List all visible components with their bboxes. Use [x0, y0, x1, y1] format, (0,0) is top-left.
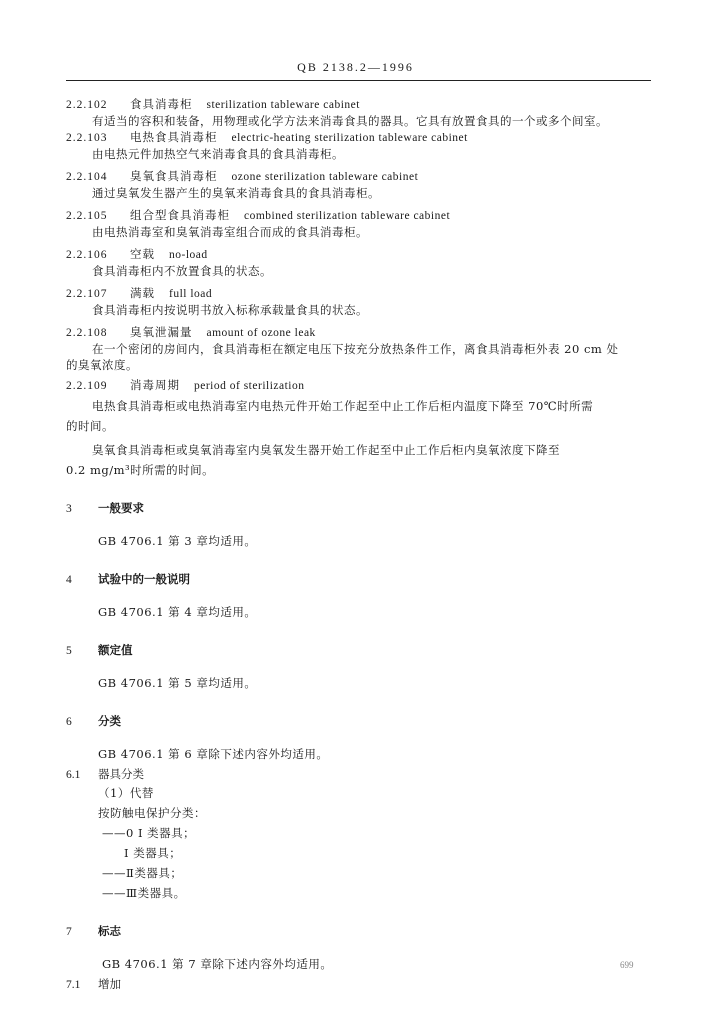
definition-2-2-108	[66, 324, 656, 341]
term-zh: 臭氧泄漏量	[130, 325, 193, 339]
definition-text: 由电热元件加热空气来消毒食具的食具消毒柜。	[92, 147, 344, 161]
subsection-title: 器具分类	[98, 767, 144, 781]
subsection-number: 7.1	[66, 979, 81, 991]
term-zh: 组合型食具消毒柜	[130, 208, 230, 222]
definition-text: 臭氧食具消毒柜或臭氧消毒室内臭氧发生器开始工作起至中止工作后柜内臭氧浓度下降至	[92, 443, 560, 457]
definition-text: 由电热消毒室和臭氧消毒室组合而成的食具消毒柜。	[92, 225, 368, 239]
section-heading-6	[66, 713, 656, 730]
subsection-heading-7-1	[66, 976, 656, 993]
section-heading-3	[66, 500, 656, 517]
section-text: GB 4706.1 第 5 章均适用。	[98, 676, 257, 690]
term-en: full load	[169, 288, 213, 300]
subsection-number: 6.1	[66, 769, 81, 781]
definition-text-continued: 的臭氧浓度。	[66, 358, 138, 372]
definition-text: 食具消毒柜内按说明书放入标称承载量食具的状态。	[92, 303, 368, 317]
section-text: GB 4706.1 第 4 章均适用。	[98, 605, 257, 619]
section-number: 6	[66, 716, 72, 728]
definition-2-2-103	[66, 129, 656, 146]
term-en: period of sterilization	[194, 380, 305, 392]
section-text: GB 4706.1 第 7 章除下述内容外均适用。	[102, 957, 333, 971]
section-number: 5	[66, 645, 72, 657]
term-en: electric-heating sterilization tableware cabinet	[231, 132, 468, 144]
page-number: 699	[620, 960, 634, 970]
classification-line: （1）代替	[98, 786, 154, 800]
clause-number: 2.2.107	[66, 288, 108, 300]
section-number: 7	[66, 926, 72, 938]
term-zh: 臭氧食具消毒柜	[130, 169, 218, 183]
definition-2-2-106	[66, 246, 656, 263]
classification-line: I 类器具；	[124, 846, 182, 860]
term-en: amount of ozone leak	[206, 327, 316, 339]
definition-2-2-104	[66, 168, 656, 185]
definition-text: 食具消毒柜内不放置食具的状态。	[92, 264, 272, 278]
subsection-title: 增加	[98, 977, 121, 991]
section-title: 试验中的一般说明	[98, 572, 190, 586]
definition-2-2-105	[66, 207, 656, 224]
section-number: 4	[66, 574, 72, 586]
term-zh: 消毒周期	[130, 378, 180, 392]
document-header-code: QB 2138.2—1996	[297, 60, 414, 74]
section-text: GB 4706.1 第 3 章均适用。	[98, 534, 257, 548]
term-en: sterilization tableware cabinet	[206, 99, 360, 111]
clause-number: 2.2.102	[66, 99, 108, 111]
classification-line: ——Ⅱ类器具；	[102, 866, 183, 880]
term-zh: 空载	[130, 247, 155, 261]
section-heading-7	[66, 923, 656, 940]
definition-2-2-107	[66, 285, 656, 302]
section-title: 一般要求	[98, 501, 144, 515]
term-en: ozone sterilization tableware cabinet	[231, 171, 419, 183]
classification-line: ——Ⅲ类器具。	[102, 886, 186, 900]
section-title: 标志	[98, 924, 121, 938]
section-number: 3	[66, 503, 72, 515]
document-body	[66, 96, 656, 993]
definition-2-2-109	[66, 377, 656, 394]
section-title: 分类	[98, 714, 121, 728]
clause-number: 2.2.105	[66, 210, 108, 222]
definition-text-continued: 0.2 mg/m³时所需的时间。	[66, 463, 215, 477]
clause-number: 2.2.103	[66, 132, 108, 144]
term-en: no-load	[169, 249, 208, 261]
subsection-heading-6-1	[66, 766, 656, 783]
clause-number: 2.2.108	[66, 327, 108, 339]
section-heading-5	[66, 642, 656, 659]
term-zh: 满载	[130, 286, 155, 300]
classification-line: ——0 I 类器具；	[102, 826, 196, 840]
term-en: combined sterilization tableware cabinet	[244, 210, 451, 222]
term-zh: 电热食具消毒柜	[130, 130, 218, 144]
term-zh: 食具消毒柜	[130, 97, 193, 111]
section-text: GB 4706.1 第 6 章除下述内容外均适用。	[98, 747, 329, 761]
definition-text: 通过臭氧发生器产生的臭氧来消毒食具的食具消毒柜。	[92, 186, 380, 200]
clause-number: 2.2.106	[66, 249, 108, 261]
clause-number: 2.2.104	[66, 171, 108, 183]
definition-text-continued: 的时间。	[66, 419, 114, 433]
classification-line: 按防触电保护分类：	[98, 806, 206, 820]
header-rule	[66, 80, 651, 81]
definition-text: 在一个密闭的房间内，食具消毒柜在额定电压下按充分放热条件工作，离食具消毒柜外表 20 cm 处	[92, 342, 619, 356]
section-title: 额定值	[98, 643, 133, 657]
clause-number: 2.2.109	[66, 380, 108, 392]
section-heading-4	[66, 571, 656, 588]
definition-text: 有适当的容积和装备，用物理或化学方法来消毒食具的器具。它具有放置食具的一个或多个间室。	[92, 114, 608, 128]
definition-text: 电热食具消毒柜或电热消毒室内电热元件开始工作起至中止工作后柜内温度下降至 70℃时所需	[92, 399, 594, 413]
definition-2-2-102	[66, 96, 656, 113]
